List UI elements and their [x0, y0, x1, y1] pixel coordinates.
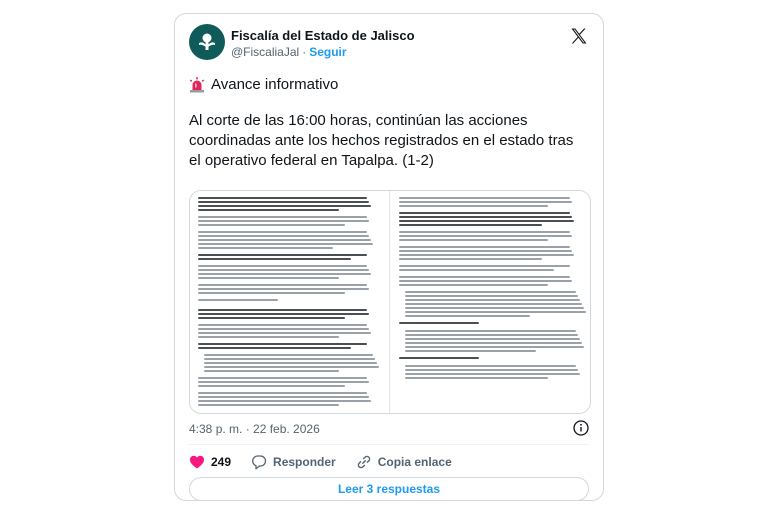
like-button[interactable]	[189, 454, 231, 470]
document-text-line	[198, 381, 369, 383]
document-text-line	[399, 216, 572, 218]
document-text-line	[405, 291, 576, 293]
rotating-light-icon	[189, 77, 205, 93]
document-text-line	[198, 396, 369, 398]
document-text-line	[198, 220, 369, 222]
document-text-line	[399, 235, 572, 237]
document-text-line	[198, 347, 351, 349]
document-text-line	[198, 265, 367, 267]
document-text-line	[198, 224, 345, 226]
document-page-right	[391, 191, 591, 413]
document-text-line	[405, 303, 582, 305]
fiscalia-logo-icon	[195, 30, 219, 54]
document-text-line	[399, 265, 570, 267]
document-text-line	[198, 201, 369, 203]
document-text-line	[198, 209, 339, 211]
document-text-line	[198, 332, 371, 334]
document-text-line	[399, 254, 574, 256]
document-text-line	[399, 201, 572, 203]
document-text-line	[198, 205, 371, 207]
document-text-line	[198, 343, 367, 345]
document-text-line	[405, 373, 580, 375]
document-page-left	[190, 191, 390, 413]
account-handle[interactable]: @FiscaliaJal	[231, 45, 300, 59]
document-text-line	[204, 370, 339, 372]
document-text-line	[405, 334, 578, 336]
document-text-line	[198, 292, 345, 294]
document-text-line	[198, 328, 369, 330]
handle-row	[231, 45, 347, 59]
reply-button[interactable]	[251, 454, 336, 470]
read-replies-button[interactable]: Leer 3 respuestas	[189, 477, 589, 501]
document-text-line	[405, 365, 576, 367]
document-text-line	[405, 342, 582, 344]
document-text-line	[399, 231, 570, 233]
timestamp[interactable]: 4:38 p. m. · 22 feb. 2026	[189, 422, 320, 436]
document-text-line	[198, 400, 371, 402]
document-text-line	[198, 235, 369, 237]
document-text-line	[198, 299, 278, 301]
document-text-line	[405, 311, 586, 313]
action-bar	[189, 454, 472, 470]
document-text-line	[405, 299, 580, 301]
avatar[interactable]	[189, 24, 225, 60]
document-text-line	[198, 288, 369, 290]
document-text-line	[198, 377, 367, 379]
document-text-line	[198, 404, 339, 406]
document-text-line	[198, 336, 339, 338]
account-name[interactable]: Fiscalía del Estado de Jalisco	[231, 28, 415, 43]
document-image[interactable]	[189, 190, 591, 414]
alert-heading	[189, 76, 338, 93]
document-text-line	[399, 212, 570, 214]
separator-dot: ·	[302, 45, 307, 59]
document-text-line	[204, 366, 379, 368]
document-text-line	[204, 362, 377, 364]
document-text-line	[198, 269, 369, 271]
document-text-line	[198, 317, 345, 319]
document-text-line	[198, 313, 369, 315]
document-text-line	[399, 322, 479, 324]
document-text-line	[198, 258, 351, 260]
document-text-line	[198, 277, 339, 279]
document-text-line	[399, 224, 542, 226]
document-text-line	[399, 269, 554, 271]
alert-text: Avance informativo	[211, 76, 339, 93]
document-text-line	[405, 346, 584, 348]
document-text-line	[198, 254, 367, 256]
document-text-line	[399, 258, 542, 260]
document-text-line	[198, 385, 345, 387]
document-text-line	[405, 377, 548, 379]
copy-link-label: Copia enlace	[377, 455, 452, 469]
document-text-line	[405, 315, 530, 317]
reply-label: Responder	[273, 455, 336, 469]
info-icon[interactable]	[573, 420, 589, 436]
copy-link-button[interactable]	[356, 454, 452, 470]
document-text-line	[198, 324, 367, 326]
like-count: 249	[211, 455, 232, 469]
document-text-line	[399, 205, 548, 207]
document-text-line	[198, 239, 371, 241]
document-text-line	[198, 247, 333, 249]
document-text-line	[198, 273, 371, 275]
document-text-line	[405, 350, 536, 352]
document-text-line	[204, 354, 373, 356]
document-text-line	[399, 357, 479, 359]
document-text-line	[405, 369, 578, 371]
document-text-line	[399, 276, 570, 278]
document-text-line	[198, 231, 367, 233]
tweet-body: Al corte de las 16:00 horas, continúan las acciones coordinadas ante los hechos registrados en el estado tras el operativo federal en Tapalpa. (1-2)	[189, 112, 574, 169]
document-text-line	[405, 338, 580, 340]
document-text-line	[399, 239, 548, 241]
document-text-line	[399, 246, 570, 248]
document-text-line	[399, 197, 570, 199]
document-text-line	[399, 220, 574, 222]
tweet-card	[174, 13, 604, 501]
document-text-line	[399, 250, 572, 252]
document-text-line	[405, 295, 578, 297]
document-text-line	[405, 307, 584, 309]
divider	[189, 444, 589, 445]
document-text-line	[399, 284, 548, 286]
x-logo-icon[interactable]	[569, 26, 589, 46]
heart-icon	[189, 454, 205, 470]
document-text-line	[198, 243, 373, 245]
document-text-line	[198, 216, 367, 218]
document-text-line	[399, 280, 572, 282]
follow-button[interactable]: Seguir	[309, 45, 347, 59]
document-text-line	[198, 392, 367, 394]
reply-icon	[251, 454, 267, 470]
document-text-line	[204, 358, 375, 360]
document-text-line	[405, 330, 576, 332]
link-icon	[356, 454, 372, 470]
document-text-line	[198, 197, 367, 199]
document-text-line	[198, 309, 367, 311]
document-text-line	[198, 284, 367, 286]
